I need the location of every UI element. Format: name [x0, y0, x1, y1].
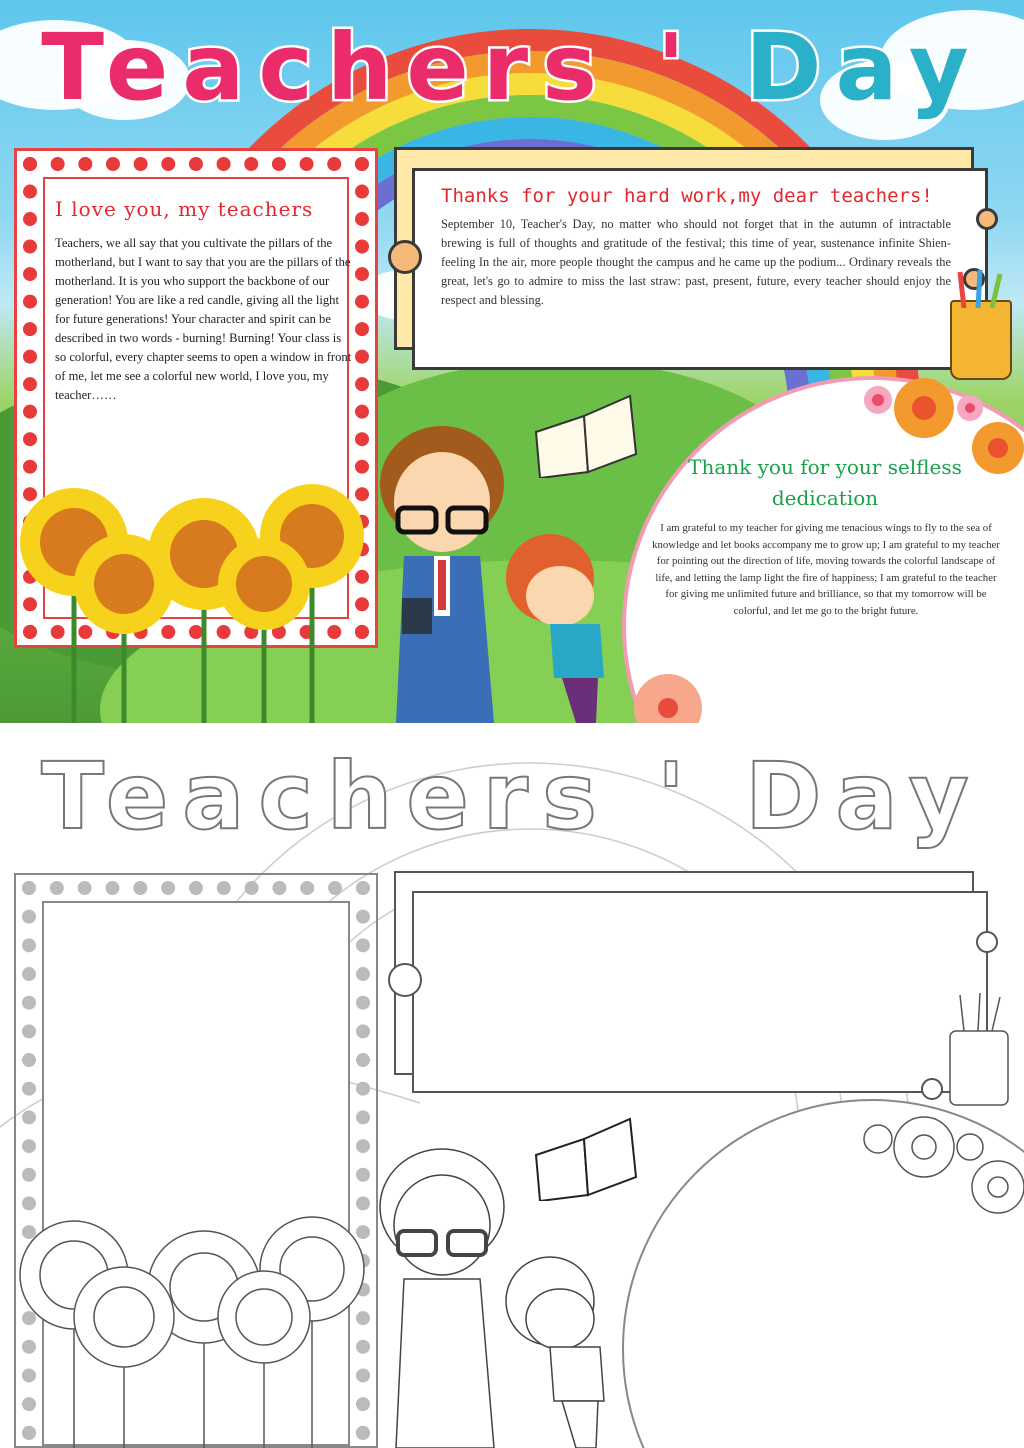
sunflower-outline-icon: [0, 1213, 380, 1448]
circle-panel-heading: Thank you for your selfless dedication: [688, 455, 962, 510]
title-part-1: Teachers ': [41, 14, 746, 121]
outline-panel-knob: [921, 1078, 943, 1100]
flower-outline-icon: [860, 1101, 1024, 1221]
student-figure-icon: [500, 528, 620, 723]
outline-top-right-panel: [412, 891, 988, 1093]
top-right-heading: Thanks for your hard work,my dear teachers!: [441, 185, 933, 207]
student-outline-icon: [500, 1251, 620, 1448]
panel-knob: [388, 240, 422, 274]
panel-knob: [976, 208, 998, 230]
flower-icon: [860, 362, 1024, 482]
pencil-cup-outline-icon: [946, 991, 1012, 1107]
sunflower-icon: [0, 480, 380, 723]
page-title: [0, 14, 1024, 121]
title-part-2: Day: [745, 14, 983, 121]
top-right-panel: [412, 168, 988, 370]
teacher-figure-icon: [376, 424, 516, 723]
open-book-outline-icon: [530, 1115, 640, 1201]
colored-poster: [0, 0, 1024, 723]
pencils-icon: [950, 268, 1012, 308]
circle-panel-body: I am grateful to my teacher for giving me tenacious wings to fly to the sea of knowledge and let books accompany me to grow up; I am grateful to my teacher for pointing out the direction of life, moving towards the colorful landscape of life, and letting the lamp light the fire of happiness; I am grateful to the teacher for giving me unlimited future and brilliance, so that my tomorrow will be colorful, and let me go to the bright future.: [652, 522, 1000, 617]
left-panel-heading: I love you, my teachers: [55, 197, 314, 221]
outline-panel-knob: [388, 963, 422, 997]
flower-icon: [624, 668, 714, 723]
outline-panel-knob: [976, 931, 998, 953]
outline-title: Teachers ' Day: [41, 743, 983, 850]
teacher-outline-icon: [376, 1147, 516, 1448]
outline-poster: [0, 723, 1024, 1448]
top-right-body: September 10, Teacher's Day, no matter who should not forget that in the autumn of intractable brewing is full of thoughts and gratitude of the festival; this time of year, sustenance infinite Shien-feeling In the air, more people thought the campus and he came up the podium... Ordinary reveals the great, let's go to admire to miss the last straw: past, present, future, every teacher should enjoy the respect and blessing.: [441, 217, 951, 307]
open-book-icon: [530, 392, 640, 478]
left-panel-body: Teachers, we all say that you cultivate the pillars of the motherland, but I want to say that you are the pillars of the motherland. It is you who support the backbone of our generation! You are like a red candle, giving all the light for future generations! Your character and spirit can be described in two words - burning! Burning! Your class is so colorful, every chapter seems to open a window in front of me, let me see a colorful new world, I love you, my teacher……: [55, 236, 352, 402]
